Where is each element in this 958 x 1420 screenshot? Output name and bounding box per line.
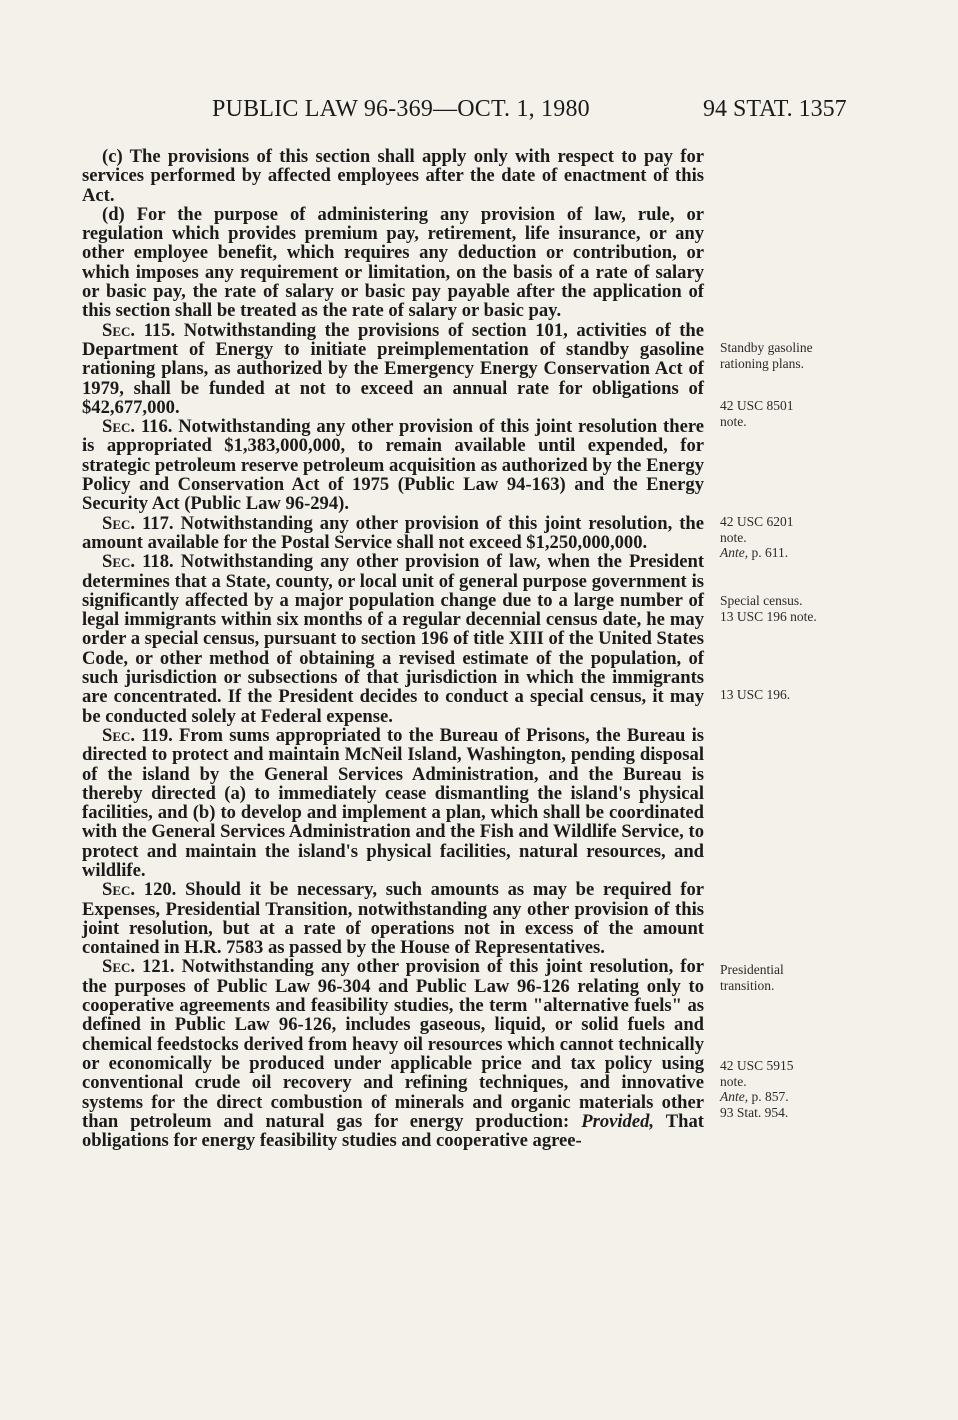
section-119 — [82, 726, 704, 880]
section-115 — [82, 321, 704, 417]
section-116-label: Sec. 116. — [102, 416, 173, 438]
section-117-text: Notwithstanding any other provision of this joint resolution, the amount available for the Postal Service shall not exceed $1,250,000,000. — [82, 512, 704, 553]
paragraph-c: (c) The provisions of this section shall apply only with respect to pay for services performed by affected employees after the date of enactment of this Act. — [82, 146, 704, 206]
margin-note-13usc196: 13 USC 196. — [720, 687, 791, 702]
margin-note-42usc5915: 42 USC 5915 note. Ante, p. 857. 93 Stat. 954. — [720, 1058, 794, 1120]
section-115-text: Notwithstanding the provisions of section 101, activities of the Department of Energy to initiate preimplementation of standby gasoline rationing plans, as authorized by the Emergency Energy Conservation Act of 1979, shall be funded at not to exceed an annual rate for obligations of $42,677,000. — [82, 319, 705, 418]
section-121-tail: That obligations for energy feasibility studies and cooperative agree- — [82, 1110, 704, 1152]
running-header-stat-page: 94 STAT. 1357 — [703, 96, 847, 122]
section-120 — [82, 880, 704, 957]
margin-note-42usc8501: 42 USC 8501 note. — [720, 398, 794, 429]
section-116 — [82, 417, 704, 513]
margin-note-special-census: Special census. 13 USC 196 note. — [720, 593, 817, 624]
section-121-label: Sec. 121. — [102, 956, 175, 978]
section-121-provided: Provided, — [581, 1110, 655, 1132]
margin-note-42usc6201: 42 USC 6201 note. Ante, p. 611. — [720, 514, 794, 560]
section-118-label: Sec. 118. — [102, 551, 174, 573]
section-121 — [82, 957, 704, 1150]
section-115-label: Sec. 115. — [102, 319, 176, 341]
paragraph-d: (d) For the purpose of administering any provision of law, rule, or regulation which provides premium pay, retirement, life insurance, or any other employee benefit, which requires any deduction or contribution, or which imposes any requirement or limitation, on the basis of a rate of salary or basic pay, the rate of salary or basic pay payable after the application of this section shall be treated as the rate of salary or basic pay. — [82, 203, 704, 322]
section-121-text: Notwithstanding any other provision of this joint resolution, for the purposes of Public Law 96-304 and Public Law 96-126 relating only to cooperative agreements and feasibility studies, the term "alternative fuels" as defined in Public Law 96-126, includes gaseous, liquid, or solid fuels and chemical feedstocks derived from heavy oil resources which cannot technically or economically be produced under applicable price and tax policy using conventional crude oil recovery and refining techniques, and innovative systems for the direct combustion of minerals and organic materials other than petroleum and natural gas for energy production: — [82, 956, 704, 1132]
section-120-label: Sec. 120. — [102, 879, 177, 901]
section-119-label: Sec. 119. — [102, 724, 173, 746]
section-118 — [82, 552, 704, 726]
margin-note-presidential-transition: Presidential transition. — [720, 962, 784, 993]
section-118-text: Notwithstanding any other provision of law, when the President determines that a State, county, or local unit of general purpose government is significantly affected by a major population change due to a large number of legal immigrants within six months of a regular decennial census date, he may order a special census, pursuant to section 196 of title XIII of the United States Code, or other method of obtaining a revised estimate of the population, of such jurisdiction or subsections of that jurisdiction in which the immigrants are concentrated. If the President decides to conduct a special census, it may be conducted solely at Federal expense. — [82, 551, 705, 727]
section-119-text: From sums appropriated to the Bureau of Prisons, the Bureau is directed to protect and maintain McNeil Island, Washington, pending disposal of the island by the General Services Administration, and the Bureau is thereby directed (a) to immediately cease dismantling the island's physical facilities, and (b) to develop and implement a plan, which shall be coordinated with the General Services Administration and the Fish and Wildlife Service, to protect and maintain the island's physical facilities, natural resources, and wildlife. — [82, 724, 704, 881]
main-text-column — [82, 147, 704, 1150]
section-116-text: Notwithstanding any other provision of this joint resolution there is appropriated $1,383,000,000, to remain available until expended, for strategic petroleum reserve petroleum acquisition as authorized by the Energy Policy and Conservation Act of 1975 (Public Law 94-163) and the Energy Security Act (Public Law 96-294). — [82, 416, 704, 515]
running-header-title: PUBLIC LAW 96-369—OCT. 1, 1980 — [212, 96, 590, 122]
section-117 — [82, 514, 704, 553]
margin-note-standby-gasoline: Standby gasoline rationing plans. — [720, 340, 813, 371]
section-120-text: Should it be necessary, such amounts as may be required for Expenses, Presidential Transition, notwithstanding any other provision of this joint resolution, but at a rate of operations not in excess of the amount contained in H.R. 7583 as passed by the House of Representatives. — [82, 879, 704, 959]
section-117-label: Sec. 117. — [102, 512, 174, 534]
